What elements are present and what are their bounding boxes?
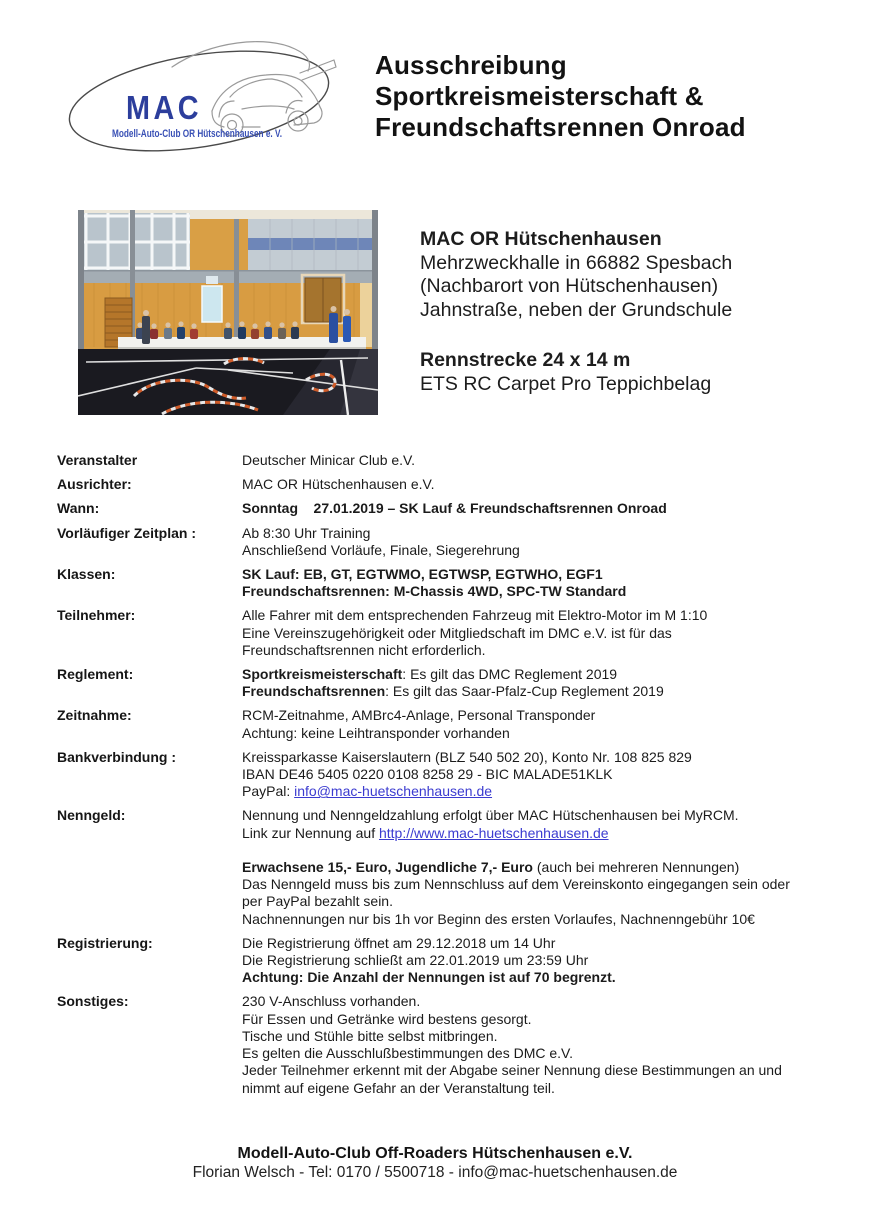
text-segment: Freundschaftsrennen nicht erforderlich. bbox=[242, 641, 486, 658]
table-row bbox=[57, 666, 832, 700]
venue-address-line: (Nachbarort von Hütschenhausen) bbox=[420, 275, 719, 297]
row-value-line bbox=[242, 893, 832, 910]
row-label: Reglement: bbox=[57, 666, 134, 683]
footer-club-name: Modell-Auto-Club Off-Roaders Hütschenhausen e.V. bbox=[237, 1145, 633, 1162]
table-row bbox=[57, 500, 832, 517]
row-value-line bbox=[242, 911, 832, 928]
row-value-line bbox=[242, 859, 832, 876]
text-segment: PayPal: bbox=[242, 783, 295, 800]
text-segment: Sonntag 27.01.2019 – SK Lauf & Freundschaftsrennen Onroad bbox=[242, 500, 667, 517]
club-logo-graphic bbox=[62, 33, 367, 161]
row-value-line bbox=[242, 607, 832, 624]
row-value bbox=[242, 707, 832, 741]
row-value bbox=[242, 476, 832, 493]
row-label: Zeitnahme: bbox=[57, 707, 132, 724]
text-segment: nimmt auf eigene Gefahr an der Veranstaltung teil. bbox=[242, 1079, 555, 1096]
row-value-line bbox=[242, 725, 832, 742]
text-segment: Das Nenngeld muss bis zum Nennschluss auf dem Vereinskonto eingegangen sein oder bbox=[242, 876, 790, 893]
row-label: Wann: bbox=[57, 500, 100, 517]
row-value-line bbox=[242, 783, 832, 800]
row-value-line bbox=[242, 1028, 832, 1045]
text-segment: MAC OR Hütschenhausen e.V. bbox=[242, 476, 435, 493]
text-segment: Ab 8:30 Uhr Training bbox=[242, 524, 371, 541]
document-title bbox=[375, 50, 746, 143]
row-value-line bbox=[242, 707, 832, 724]
row-value-line bbox=[242, 952, 832, 969]
row-value-line bbox=[242, 566, 832, 583]
text-segment: Freundschaftsrennen bbox=[242, 683, 386, 700]
text-segment: Alle Fahrer mit dem entsprechenden Fahrzeug mit Elektro-Motor im M 1:10 bbox=[242, 607, 708, 624]
venue-info bbox=[420, 210, 732, 415]
row-value-line bbox=[242, 625, 832, 642]
row-value-line bbox=[242, 766, 832, 783]
text-segment: Erwachsene 15,- Euro, Jugendliche 7,- Euro bbox=[242, 859, 533, 876]
row-value-line bbox=[242, 935, 832, 952]
row-value-line bbox=[242, 452, 832, 469]
text-segment: Achtung: keine Leihtransponder vorhanden bbox=[242, 724, 510, 741]
row-value bbox=[242, 749, 832, 801]
row-value-line bbox=[242, 642, 832, 659]
row-value-line bbox=[242, 666, 832, 683]
row-label: Vorläufiger Zeitplan : bbox=[57, 524, 196, 541]
title-line-1: Ausschreibung bbox=[375, 50, 567, 80]
row-value bbox=[242, 807, 832, 927]
nennung-url-link[interactable]: http://www.mac-huetschenhausen.de bbox=[378, 824, 609, 841]
row-value-line bbox=[242, 542, 832, 559]
table-row bbox=[57, 476, 832, 493]
table-row bbox=[57, 566, 832, 600]
row-value bbox=[242, 666, 832, 700]
club-logo bbox=[62, 33, 367, 161]
text-segment: RCM-Zeitnahme, AMBrc4-Anlage, Personal Transponder bbox=[242, 707, 596, 724]
track-title: Rennstrecke 24 x 14 m bbox=[420, 349, 631, 371]
text-segment: : Es gilt das DMC Reglement 2019 bbox=[402, 666, 618, 683]
text-segment: Für Essen und Getränke wird bestens gesorgt. bbox=[242, 1010, 532, 1027]
text-segment: Freundschaftsrennen: M-Chassis 4WD, SPC-TW Standard bbox=[242, 583, 627, 600]
venue-name: MAC OR Hütschenhausen bbox=[420, 228, 662, 250]
text-segment: Die Registrierung schließt am 22.01.2019 um 23:59 Uhr bbox=[242, 952, 589, 969]
text-segment: Die Registrierung öffnet am 29.12.2018 um 14 Uhr bbox=[242, 934, 556, 951]
text-segment: Nachnennungen nur bis 1h vor Beginn des ersten Vorlaufes, Nachnenngebühr 10€ bbox=[242, 910, 755, 927]
text-segment: Jeder Teilnehmer erkennt mit der Abgabe seiner Nennung diese Bestimmungen an und bbox=[242, 1062, 782, 1079]
row-label: Bankverbindung : bbox=[57, 748, 177, 765]
row-value bbox=[242, 452, 832, 469]
club-name-text: Modell-Auto-Club OR Hütschenhausen e. V. bbox=[112, 128, 282, 140]
row-value bbox=[242, 500, 832, 517]
row-value-line bbox=[242, 876, 832, 893]
footer-contact: Florian Welsch - Tel: 0170 / 5500718 - info@mac-huetschenhausen.de bbox=[192, 1164, 678, 1181]
table-row bbox=[57, 452, 832, 469]
text-segment: Achtung: Die Anzahl der Nennungen ist auf 70 begrenzt. bbox=[242, 969, 616, 986]
paypal-email-link[interactable]: info@mac-huetschenhausen.de bbox=[294, 783, 493, 800]
table-row bbox=[57, 749, 832, 801]
venue-address-line: Jahnstraße, neben der Grundschule bbox=[420, 298, 733, 321]
table-row bbox=[57, 707, 832, 741]
text-segment: Link zur Nennung auf bbox=[242, 824, 379, 841]
row-value-line bbox=[242, 1011, 832, 1028]
row-value-line bbox=[242, 969, 832, 986]
title-line-2: Sportkreismeisterschaft & bbox=[375, 81, 704, 111]
track-surface: ETS RC Carpet Pro Teppichbelag bbox=[420, 372, 712, 395]
page-footer bbox=[0, 1144, 870, 1182]
title-line-3: Freundschaftsrennen Onroad bbox=[375, 112, 746, 142]
row-label: Sonstiges: bbox=[57, 993, 129, 1010]
row-value-line bbox=[242, 525, 832, 542]
mac-wordmark: MAC bbox=[126, 89, 202, 126]
row-label: Ausrichter: bbox=[57, 476, 132, 493]
row-value-line bbox=[242, 749, 832, 766]
row-value-line bbox=[242, 500, 832, 517]
table-row bbox=[57, 807, 832, 927]
text-segment: Deutscher Minicar Club e.V. bbox=[242, 452, 416, 468]
row-value-line bbox=[242, 683, 832, 700]
text-segment: 230 V-Anschluss vorhanden. bbox=[242, 993, 421, 1010]
text-segment: Anschließend Vorläufe, Finale, Siegerehrung bbox=[242, 541, 520, 558]
table-row bbox=[57, 993, 832, 1096]
photo-windows bbox=[82, 213, 190, 270]
row-value bbox=[242, 525, 832, 559]
row-value bbox=[242, 993, 832, 1096]
text-segment: SK Lauf: EB, GT, EGTWMO, EGTWSP, EGTWHO, EGF1 bbox=[242, 566, 603, 583]
row-value-line bbox=[242, 1045, 832, 1062]
row-value-line bbox=[242, 583, 832, 600]
row-label: Nenngeld: bbox=[57, 807, 126, 824]
text-segment: per PayPal bezahlt sein. bbox=[242, 893, 393, 910]
photo-notice-board bbox=[202, 286, 222, 322]
row-label: Teilnehmer: bbox=[57, 607, 136, 624]
row-value bbox=[242, 566, 832, 600]
text-segment: Sportkreismeisterschaft bbox=[242, 666, 403, 683]
track-photo-image bbox=[78, 210, 378, 415]
details-table bbox=[57, 452, 832, 1104]
text-segment: IBAN DE46 5405 0220 0108 8258 29 - BIC MALADE51KLK bbox=[242, 766, 613, 783]
row-label: Klassen: bbox=[57, 566, 116, 583]
row-value-line bbox=[242, 993, 832, 1010]
text-segment: Es gelten die Ausschlußbestimmungen des DMC e.V. bbox=[242, 1045, 573, 1062]
venue-address-line: Mehrzweckhalle in 66882 Spesbach bbox=[420, 251, 733, 274]
text-segment: Tische und Stühle bitte selbst mitbringen. bbox=[242, 1027, 498, 1044]
text-segment: : Es gilt das Saar-Pfalz-Cup Reglement 2019 bbox=[385, 683, 664, 700]
row-value-line bbox=[242, 825, 832, 842]
table-row bbox=[57, 525, 832, 559]
text-segment: Kreissparkasse Kaiserslautern (BLZ 540 502 20), Konto Nr. 108 825 829 bbox=[242, 748, 692, 765]
row-label: Veranstalter bbox=[57, 452, 138, 468]
text-segment: Nennung und Nenngeldzahlung erfolgt über MAC Hütschenhausen bei MyRCM. bbox=[242, 807, 739, 824]
table-row bbox=[57, 935, 832, 987]
row-value-line bbox=[242, 1062, 832, 1079]
row-value-line bbox=[242, 1080, 832, 1097]
row-value-line bbox=[242, 842, 832, 859]
row-value-line bbox=[242, 807, 832, 824]
row-label: Registrierung: bbox=[57, 934, 153, 951]
row-value-line bbox=[242, 476, 832, 493]
text-segment: Eine Vereinszugehörigkeit oder Mitgliedschaft im DMC e.V. ist für das bbox=[242, 624, 672, 641]
row-value bbox=[242, 935, 832, 987]
table-row bbox=[57, 607, 832, 659]
venue-section bbox=[78, 210, 732, 415]
text-segment: (auch bei mehreren Nennungen) bbox=[532, 859, 740, 876]
row-value bbox=[242, 607, 832, 659]
